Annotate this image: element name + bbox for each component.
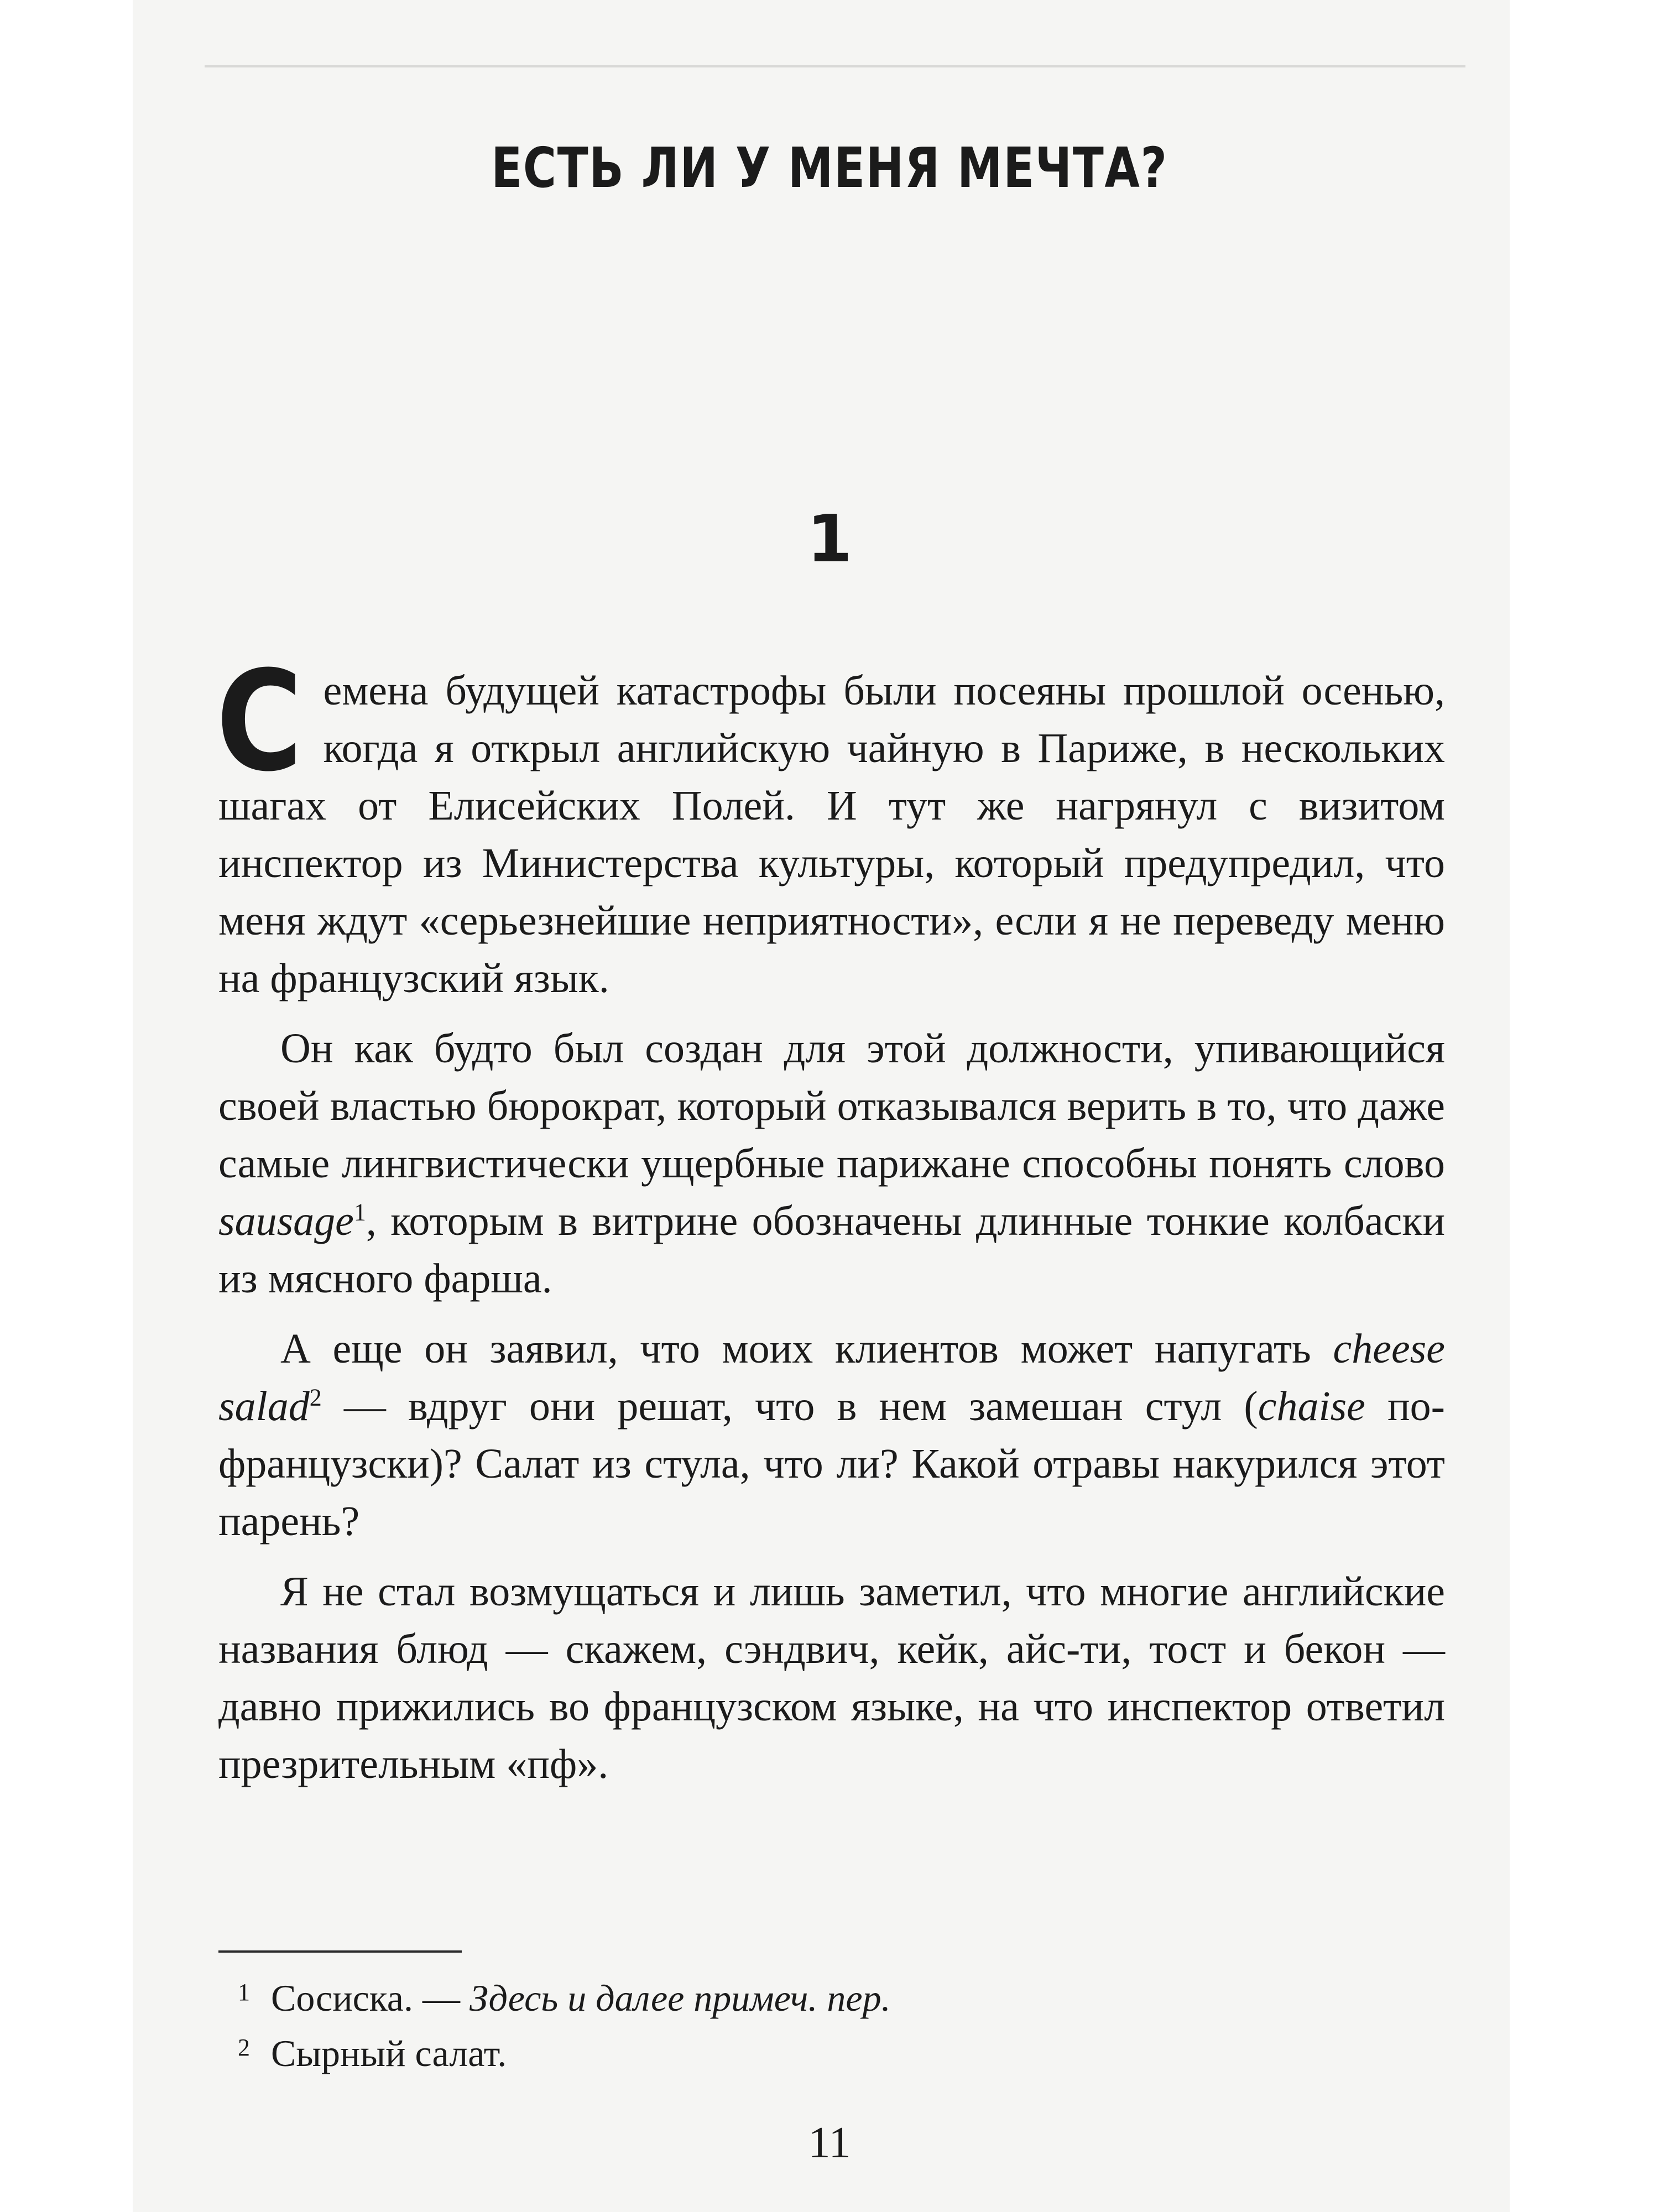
footnote-ref-1: 1 bbox=[353, 1198, 366, 1226]
scan-margin-right bbox=[1510, 0, 1659, 2212]
footnote-rule bbox=[218, 1950, 462, 1953]
footnote-1-mark: 1 bbox=[238, 1979, 250, 2006]
footnote-1-italic: Здесь и далее примеч. пер. bbox=[469, 1977, 891, 2019]
footnote-2-text: Сырный салат. bbox=[271, 2032, 507, 2074]
term-sausage: sausage bbox=[218, 1198, 354, 1244]
paragraph-1 bbox=[216, 641, 1445, 1007]
footnote-1 bbox=[238, 1970, 1432, 2026]
paragraph-3-middle: — вдруг они решат, что в нем замешан стул ( bbox=[321, 1383, 1258, 1430]
footnote-ref-2: 2 bbox=[309, 1384, 322, 1411]
section-number: 1 bbox=[806, 500, 853, 577]
paragraph-3-before: А еще он заявил, что моих клиентов может напугать bbox=[280, 1326, 1333, 1372]
drop-cap: С bbox=[216, 641, 302, 802]
chapter-title: ЕСТЬ ЛИ У МЕНЯ МЕЧТА? bbox=[491, 135, 1168, 200]
paragraph-3-after: по-французски)? Салат из стула, что ли? Какой отравы накурился этот парень? bbox=[218, 1383, 1445, 1545]
paragraph-4: Я не стал возмущаться и лишь заметил, что многие английские названия блюд — скажем, сэндвич, кейк, айс-ти, тост и бекон — давно прижились во французском языке, на что инспектор ответил презрительным «пф». bbox=[218, 1568, 1445, 1787]
page-number: 11 bbox=[808, 2119, 851, 2167]
paragraph-3 bbox=[218, 1320, 1445, 1550]
running-header-rule bbox=[205, 65, 1465, 67]
footnotes bbox=[238, 1970, 1432, 2081]
paragraph-2-before: Он как будто был создан для этой должности, упивающийся своей властью бюрократ, который отказывался верить в то, что даже самые лингвистически ущербные парижане способны понять слово bbox=[218, 1025, 1445, 1187]
paragraph-2-after: , которым в витрине обозначены длинные тонкие колбаски из мясного фарша. bbox=[218, 1198, 1445, 1302]
body-text bbox=[216, 641, 1445, 1806]
footnote-2-mark: 2 bbox=[238, 2034, 250, 2061]
footnote-2 bbox=[238, 2026, 1432, 2081]
paragraph-2 bbox=[218, 1020, 1445, 1307]
term-chaise: chaise bbox=[1258, 1383, 1365, 1430]
term-cheese-salad: cheese salad bbox=[218, 1326, 1445, 1430]
footnote-1-text: Сосиска. — bbox=[271, 1977, 469, 2019]
paragraph-1-text: емена будущей катастрофы были посеяны прошлой осенью, когда я открыл английскую чайную в Париже, в нескольких шагах от Елисейских Полей. И тут же нагрянул с визитом инспектор из Министерства культуры, который предупредил, что меня ждут «серьезнейшие неприятности», если я не переведу меню на французский язык. bbox=[218, 667, 1445, 1001]
scan-margin-left bbox=[0, 0, 133, 2212]
